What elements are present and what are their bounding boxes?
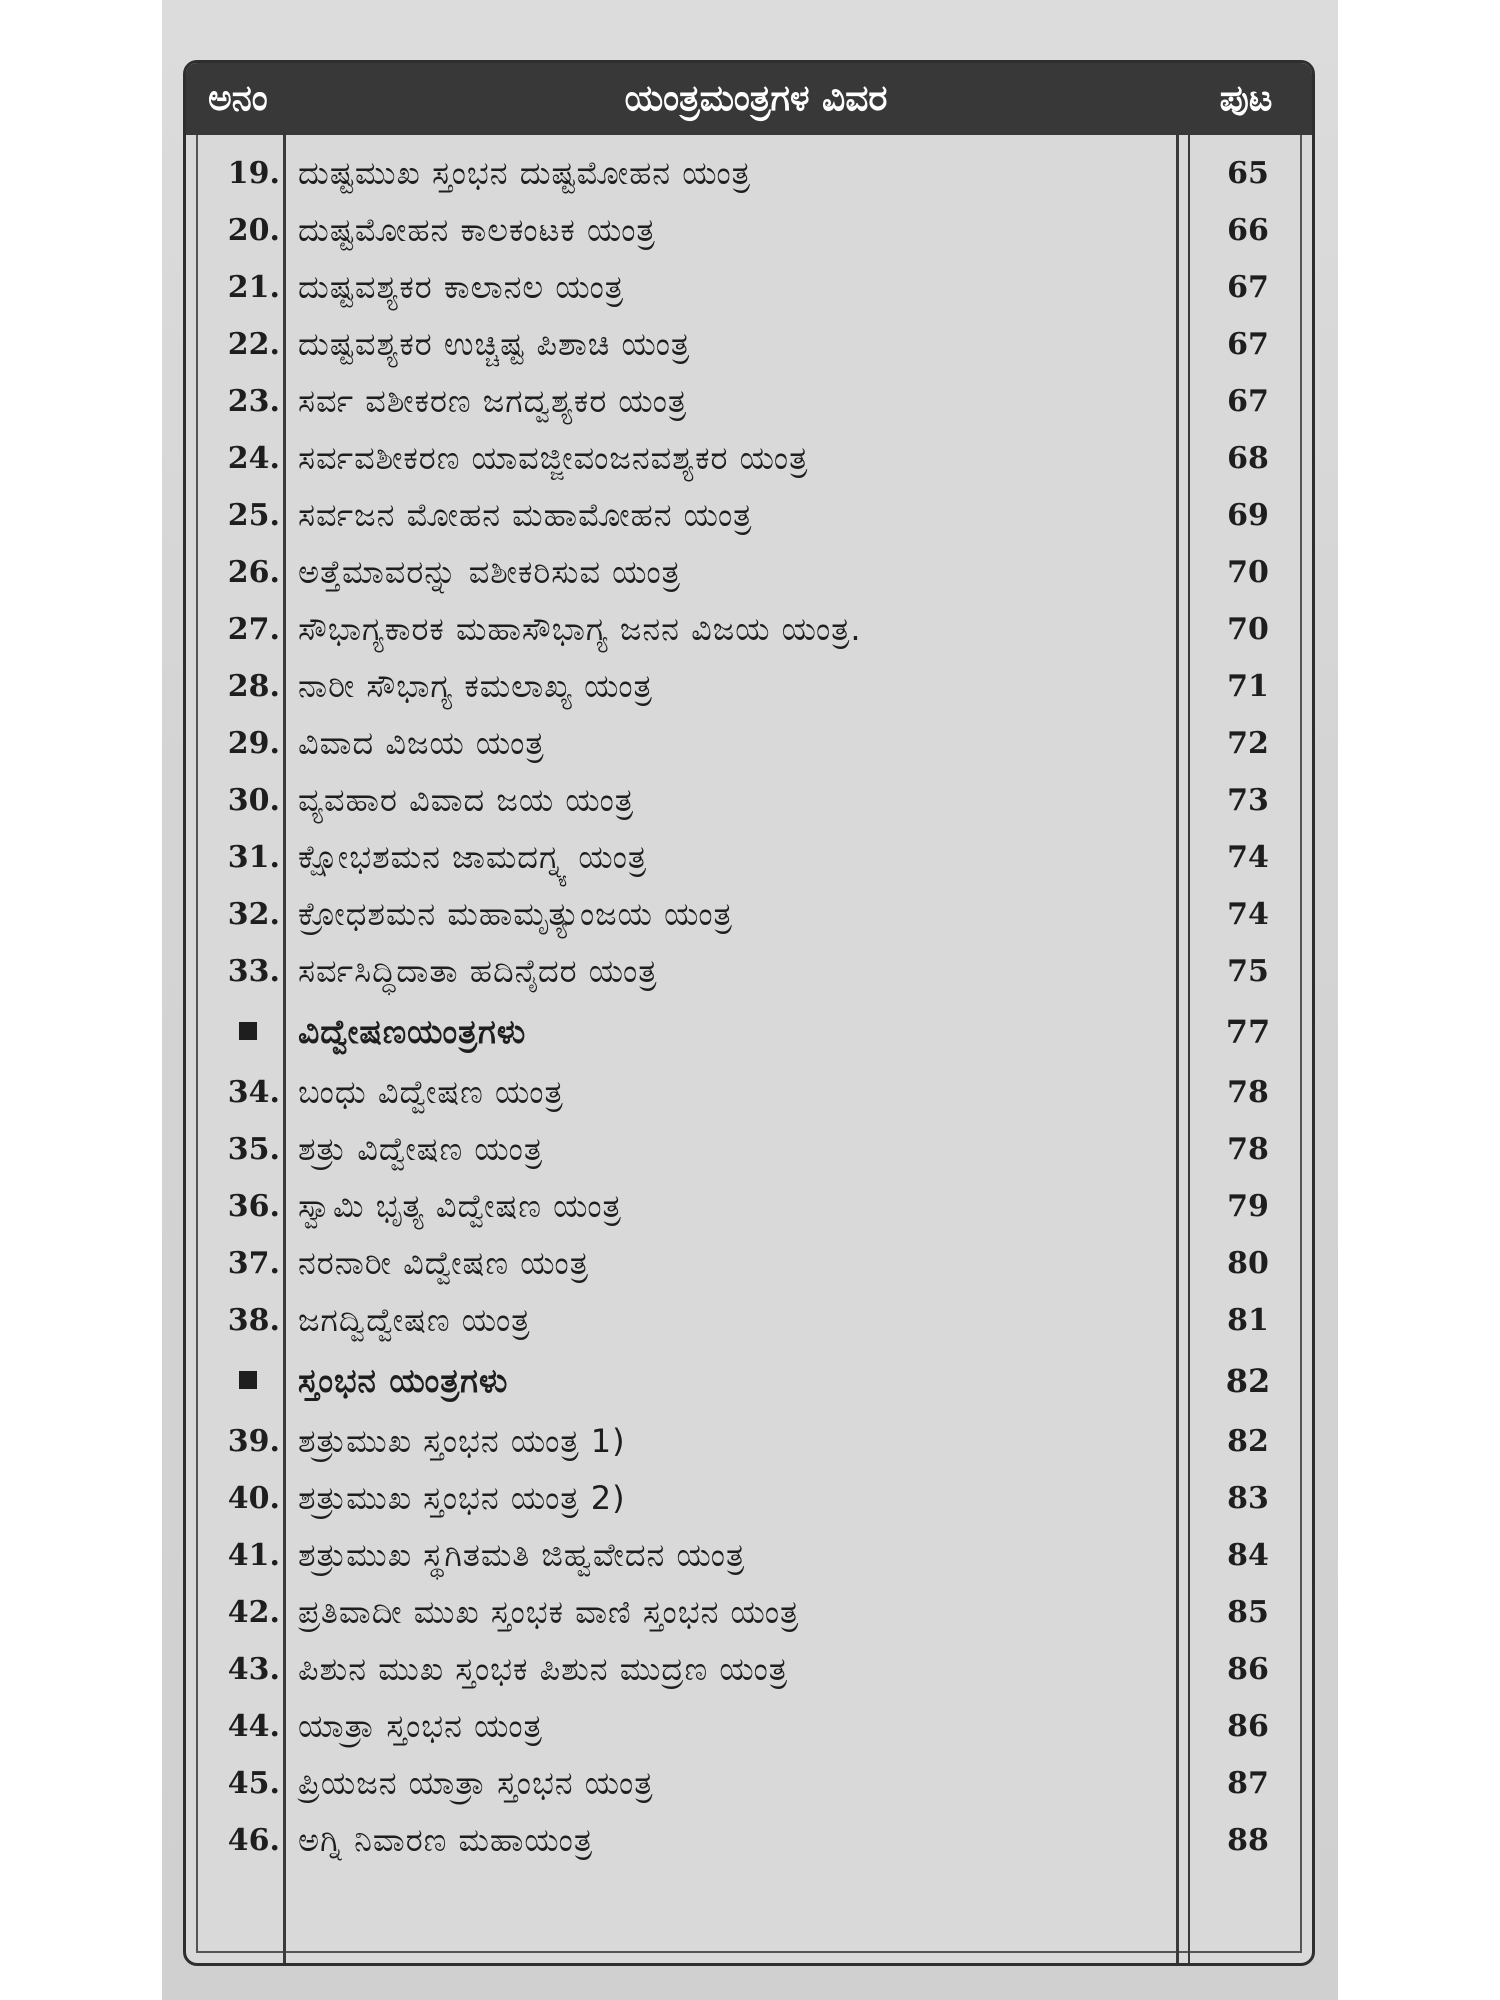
table-row bbox=[186, 1064, 1312, 1121]
entry-page-number: 66 bbox=[1227, 213, 1269, 248]
entry-page-number: 82 bbox=[1227, 1424, 1269, 1459]
table-header bbox=[186, 63, 1312, 135]
table-row bbox=[186, 772, 1312, 829]
entry-number: 33. bbox=[227, 954, 280, 989]
table-row bbox=[186, 829, 1312, 886]
table-row bbox=[186, 259, 1312, 316]
entry-page-number: 73 bbox=[1227, 783, 1269, 818]
entry-title: ಪ್ರಿಯಜನ ಯಾತ್ರಾ ಸ್ತಂಭನ ಯಂತ್ರ bbox=[298, 1764, 654, 1802]
entry-number: 36. bbox=[227, 1189, 280, 1224]
entry-title: ವ್ಯವಹಾರ ವಿವಾದ ಜಯ ಯಂತ್ರ bbox=[298, 781, 635, 819]
table-row bbox=[186, 1584, 1312, 1641]
entry-title: ಕ್ಷೋಭಶಮನ ಜಾಮದಗ್ನ್ಯ ಯಂತ್ರ bbox=[298, 838, 648, 876]
entry-page-number: 81 bbox=[1227, 1303, 1269, 1338]
table-row bbox=[186, 658, 1312, 715]
entry-number: 37. bbox=[227, 1246, 280, 1281]
entry-number: 24. bbox=[227, 441, 280, 476]
entry-number: 19. bbox=[227, 156, 280, 191]
entry-page-number: 70 bbox=[1227, 612, 1269, 647]
entry-page-number: 70 bbox=[1227, 555, 1269, 590]
entry-page-number: 84 bbox=[1227, 1538, 1269, 1573]
section-heading-row bbox=[186, 1000, 1312, 1064]
table-row bbox=[186, 1698, 1312, 1755]
table-row bbox=[186, 886, 1312, 943]
table-row bbox=[186, 1641, 1312, 1698]
entry-page-number: 87 bbox=[1227, 1766, 1269, 1801]
entry-page-number: 68 bbox=[1227, 441, 1269, 476]
entry-title: ದುಷ್ಟಮುಖ ಸ್ತಂಭನ ದುಷ್ಟಮೋಹನ ಯಂತ್ರ bbox=[298, 154, 751, 192]
entry-title: ಜಗದ್ವಿದ್ವೇಷಣ ಯಂತ್ರ bbox=[298, 1301, 531, 1339]
entry-title: ಬಂಧು ವಿದ್ವೇಷಣ ಯಂತ್ರ bbox=[298, 1073, 564, 1111]
entry-title: ಸ್ವಾಮಿ ಭೃತ್ಯ ವಿದ್ವೇಷಣ ಯಂತ್ರ bbox=[298, 1187, 622, 1225]
entry-page-number: 69 bbox=[1227, 498, 1269, 533]
entry-title: ಪ್ರತಿವಾದೀ ಮುಖ ಸ್ತಂಭಕ ವಾಣಿ ಸ್ತಂಭನ ಯಂತ್ರ bbox=[298, 1593, 800, 1631]
entry-page-number: 86 bbox=[1227, 1652, 1269, 1687]
entry-title: ಯಾತ್ರಾ ಸ್ತಂಭನ ಯಂತ್ರ bbox=[298, 1707, 543, 1745]
entry-title: ದುಷ್ಟಮೋಹನ ಕಾಲಕಂಟಕ ಯಂತ್ರ bbox=[298, 211, 656, 249]
table-row bbox=[186, 430, 1312, 487]
entry-number: 43. bbox=[227, 1652, 280, 1687]
entry-page-number: 67 bbox=[1227, 270, 1269, 305]
entry-page-number: 75 bbox=[1227, 954, 1269, 989]
entry-title: ಸೌಭಾಗ್ಯಕಾರಕ ಮಹಾಸೌಭಾಗ್ಯ ಜನನ ವಿಜಯ ಯಂತ್ರ. bbox=[298, 610, 862, 648]
entry-title: ವಿವಾದ ವಿಜಯ ಯಂತ್ರ bbox=[298, 724, 545, 762]
entry-page-number: 78 bbox=[1227, 1075, 1269, 1110]
entry-number: 30. bbox=[227, 783, 280, 818]
entry-number: 27. bbox=[227, 612, 280, 647]
entry-title: ದುಷ್ಟವಶ್ಯಕರ ಉಚ್ಚಿಷ್ಟ ಪಿಶಾಚಿ ಯಂತ್ರ bbox=[298, 325, 691, 363]
entry-page-number: 78 bbox=[1227, 1132, 1269, 1167]
table-row bbox=[186, 487, 1312, 544]
entry-page-number: 67 bbox=[1227, 384, 1269, 419]
entry-title: ಶತ್ರುಮುಖ ಸ್ಥಗಿತಮತಿ ಜಿಹ್ವವೇದನ ಯಂತ್ರ bbox=[298, 1536, 746, 1574]
entry-page-number: 79 bbox=[1227, 1189, 1269, 1224]
table-row bbox=[186, 145, 1312, 202]
entry-page-number: 71 bbox=[1227, 669, 1269, 704]
entry-title: ಶತ್ರು ವಿದ್ವೇಷಣ ಯಂತ್ರ bbox=[298, 1130, 544, 1168]
entry-page-number: 88 bbox=[1227, 1823, 1269, 1858]
table-row bbox=[186, 1121, 1312, 1178]
entry-title: ಸರ್ವಸಿದ್ಧಿದಾತಾ ಹದಿನೈದರ ಯಂತ್ರ bbox=[298, 952, 658, 990]
entry-title: ಸರ್ವವಶೀಕರಣ ಯಾವಜ್ಜೀವಂಜನವಶ್ಯಕರ ಯಂತ್ರ bbox=[298, 439, 809, 477]
entry-number: 22. bbox=[227, 327, 280, 362]
entry-number: 28. bbox=[227, 669, 280, 704]
entry-number: 32. bbox=[227, 897, 280, 932]
table-row bbox=[186, 202, 1312, 259]
entry-number: 41. bbox=[227, 1538, 280, 1573]
entry-number: 29. bbox=[227, 726, 280, 761]
table-row bbox=[186, 1527, 1312, 1584]
entry-title: ಅತ್ತೆಮಾವರನ್ನು ವಶೀಕರಿಸುವ ಯಂತ್ರ bbox=[298, 553, 681, 591]
contents-table bbox=[183, 60, 1315, 1966]
entry-number: 31. bbox=[227, 840, 280, 875]
entry-number: 35. bbox=[227, 1132, 280, 1167]
table-row bbox=[186, 1812, 1312, 1869]
table-row bbox=[186, 1178, 1312, 1235]
entry-title: ಪಿಶುನ ಮುಖ ಸ್ತಂಭಕ ಪಿಶುನ ಮುದ್ರಣ ಯಂತ್ರ bbox=[298, 1650, 789, 1688]
entry-page-number: 80 bbox=[1227, 1246, 1269, 1281]
section-title: ಸ್ತಂಭನ ಯಂತ್ರಗಳು bbox=[298, 1361, 509, 1400]
section-heading-row bbox=[186, 1349, 1312, 1413]
entry-page-number: 82 bbox=[1225, 1362, 1271, 1400]
entry-title: ಶತ್ರುಮುಖ ಸ್ತಂಭನ ಯಂತ್ರ 2) bbox=[298, 1479, 626, 1517]
header-number: ಅನಂ bbox=[208, 78, 268, 119]
table-row bbox=[186, 316, 1312, 373]
entry-title: ಕ್ರೋಧಶಮನ ಮಹಾಮೃತ್ಯುಂಜಯ ಯಂತ್ರ bbox=[298, 895, 733, 933]
entry-page-number: 83 bbox=[1227, 1481, 1269, 1516]
entry-number: 40. bbox=[227, 1481, 280, 1516]
section-title: ವಿದ್ವೇಷಣಯಂತ್ರಗಳು bbox=[298, 1012, 527, 1051]
table-row bbox=[186, 715, 1312, 772]
entry-title: ಸರ್ವಜನ ಮೋಹನ ಮಹಾಮೋಹನ ಯಂತ್ರ bbox=[298, 496, 753, 534]
entry-number: 44. bbox=[227, 1709, 280, 1744]
entry-title: ದುಷ್ಟವಶ್ಯಕರ ಕಾಲಾನಲ ಯಂತ್ರ bbox=[298, 268, 625, 306]
entry-number: 23. bbox=[227, 384, 280, 419]
entry-number: 26. bbox=[227, 555, 280, 590]
entry-number: 45. bbox=[227, 1766, 280, 1801]
table-row bbox=[186, 1292, 1312, 1349]
entry-title: ನಾರೀ ಸೌಭಾಗ್ಯ ಕಮಲಾಖ್ಯ ಯಂತ್ರ bbox=[298, 667, 653, 705]
entry-title: ಸರ್ವ ವಶೀಕರಣ ಜಗದ್ವಶ್ಯಕರ ಯಂತ್ರ bbox=[298, 382, 688, 420]
table-row bbox=[186, 1755, 1312, 1812]
table-row bbox=[186, 373, 1312, 430]
entry-number: 42. bbox=[227, 1595, 280, 1630]
entry-number: 34. bbox=[227, 1075, 280, 1110]
entry-title: ನರನಾರೀ ವಿದ್ವೇಷಣ ಯಂತ್ರ bbox=[298, 1244, 590, 1282]
entry-page-number: 72 bbox=[1227, 726, 1269, 761]
table-row bbox=[186, 1413, 1312, 1470]
entry-number: 25. bbox=[227, 498, 280, 533]
entry-page-number: 74 bbox=[1227, 897, 1269, 932]
entry-page-number: 86 bbox=[1227, 1709, 1269, 1744]
entry-page-number: 74 bbox=[1227, 840, 1269, 875]
table-row bbox=[186, 544, 1312, 601]
header-title: ಯಂತ್ರಮಂತ್ರಗಳ ವಿವರ bbox=[624, 78, 888, 119]
entry-number: 46. bbox=[227, 1823, 280, 1858]
table-row bbox=[186, 1235, 1312, 1292]
table-row bbox=[186, 943, 1312, 1000]
entry-page-number: 85 bbox=[1227, 1595, 1269, 1630]
entry-number: 39. bbox=[227, 1424, 280, 1459]
square-bullet-icon bbox=[239, 1371, 257, 1389]
header-page: ಪುಟ bbox=[1219, 78, 1273, 119]
entry-page-number: 67 bbox=[1227, 327, 1269, 362]
entry-number: 38. bbox=[227, 1303, 280, 1338]
entry-title: ಅಗ್ನಿ ನಿವಾರಣ ಮಹಾಯಂತ್ರ bbox=[298, 1821, 594, 1859]
table-row bbox=[186, 601, 1312, 658]
entry-number: 21. bbox=[227, 270, 280, 305]
entry-title: ಶತ್ರುಮುಖ ಸ್ತಂಭನ ಯಂತ್ರ 1) bbox=[298, 1422, 626, 1460]
table-row bbox=[186, 1470, 1312, 1527]
square-bullet-icon bbox=[239, 1022, 257, 1040]
entry-page-number: 65 bbox=[1227, 156, 1269, 191]
border-line-bottom bbox=[196, 1951, 1302, 1953]
entry-number: 20. bbox=[227, 213, 280, 248]
entry-page-number: 77 bbox=[1225, 1013, 1271, 1051]
table-rows bbox=[186, 145, 1312, 1869]
